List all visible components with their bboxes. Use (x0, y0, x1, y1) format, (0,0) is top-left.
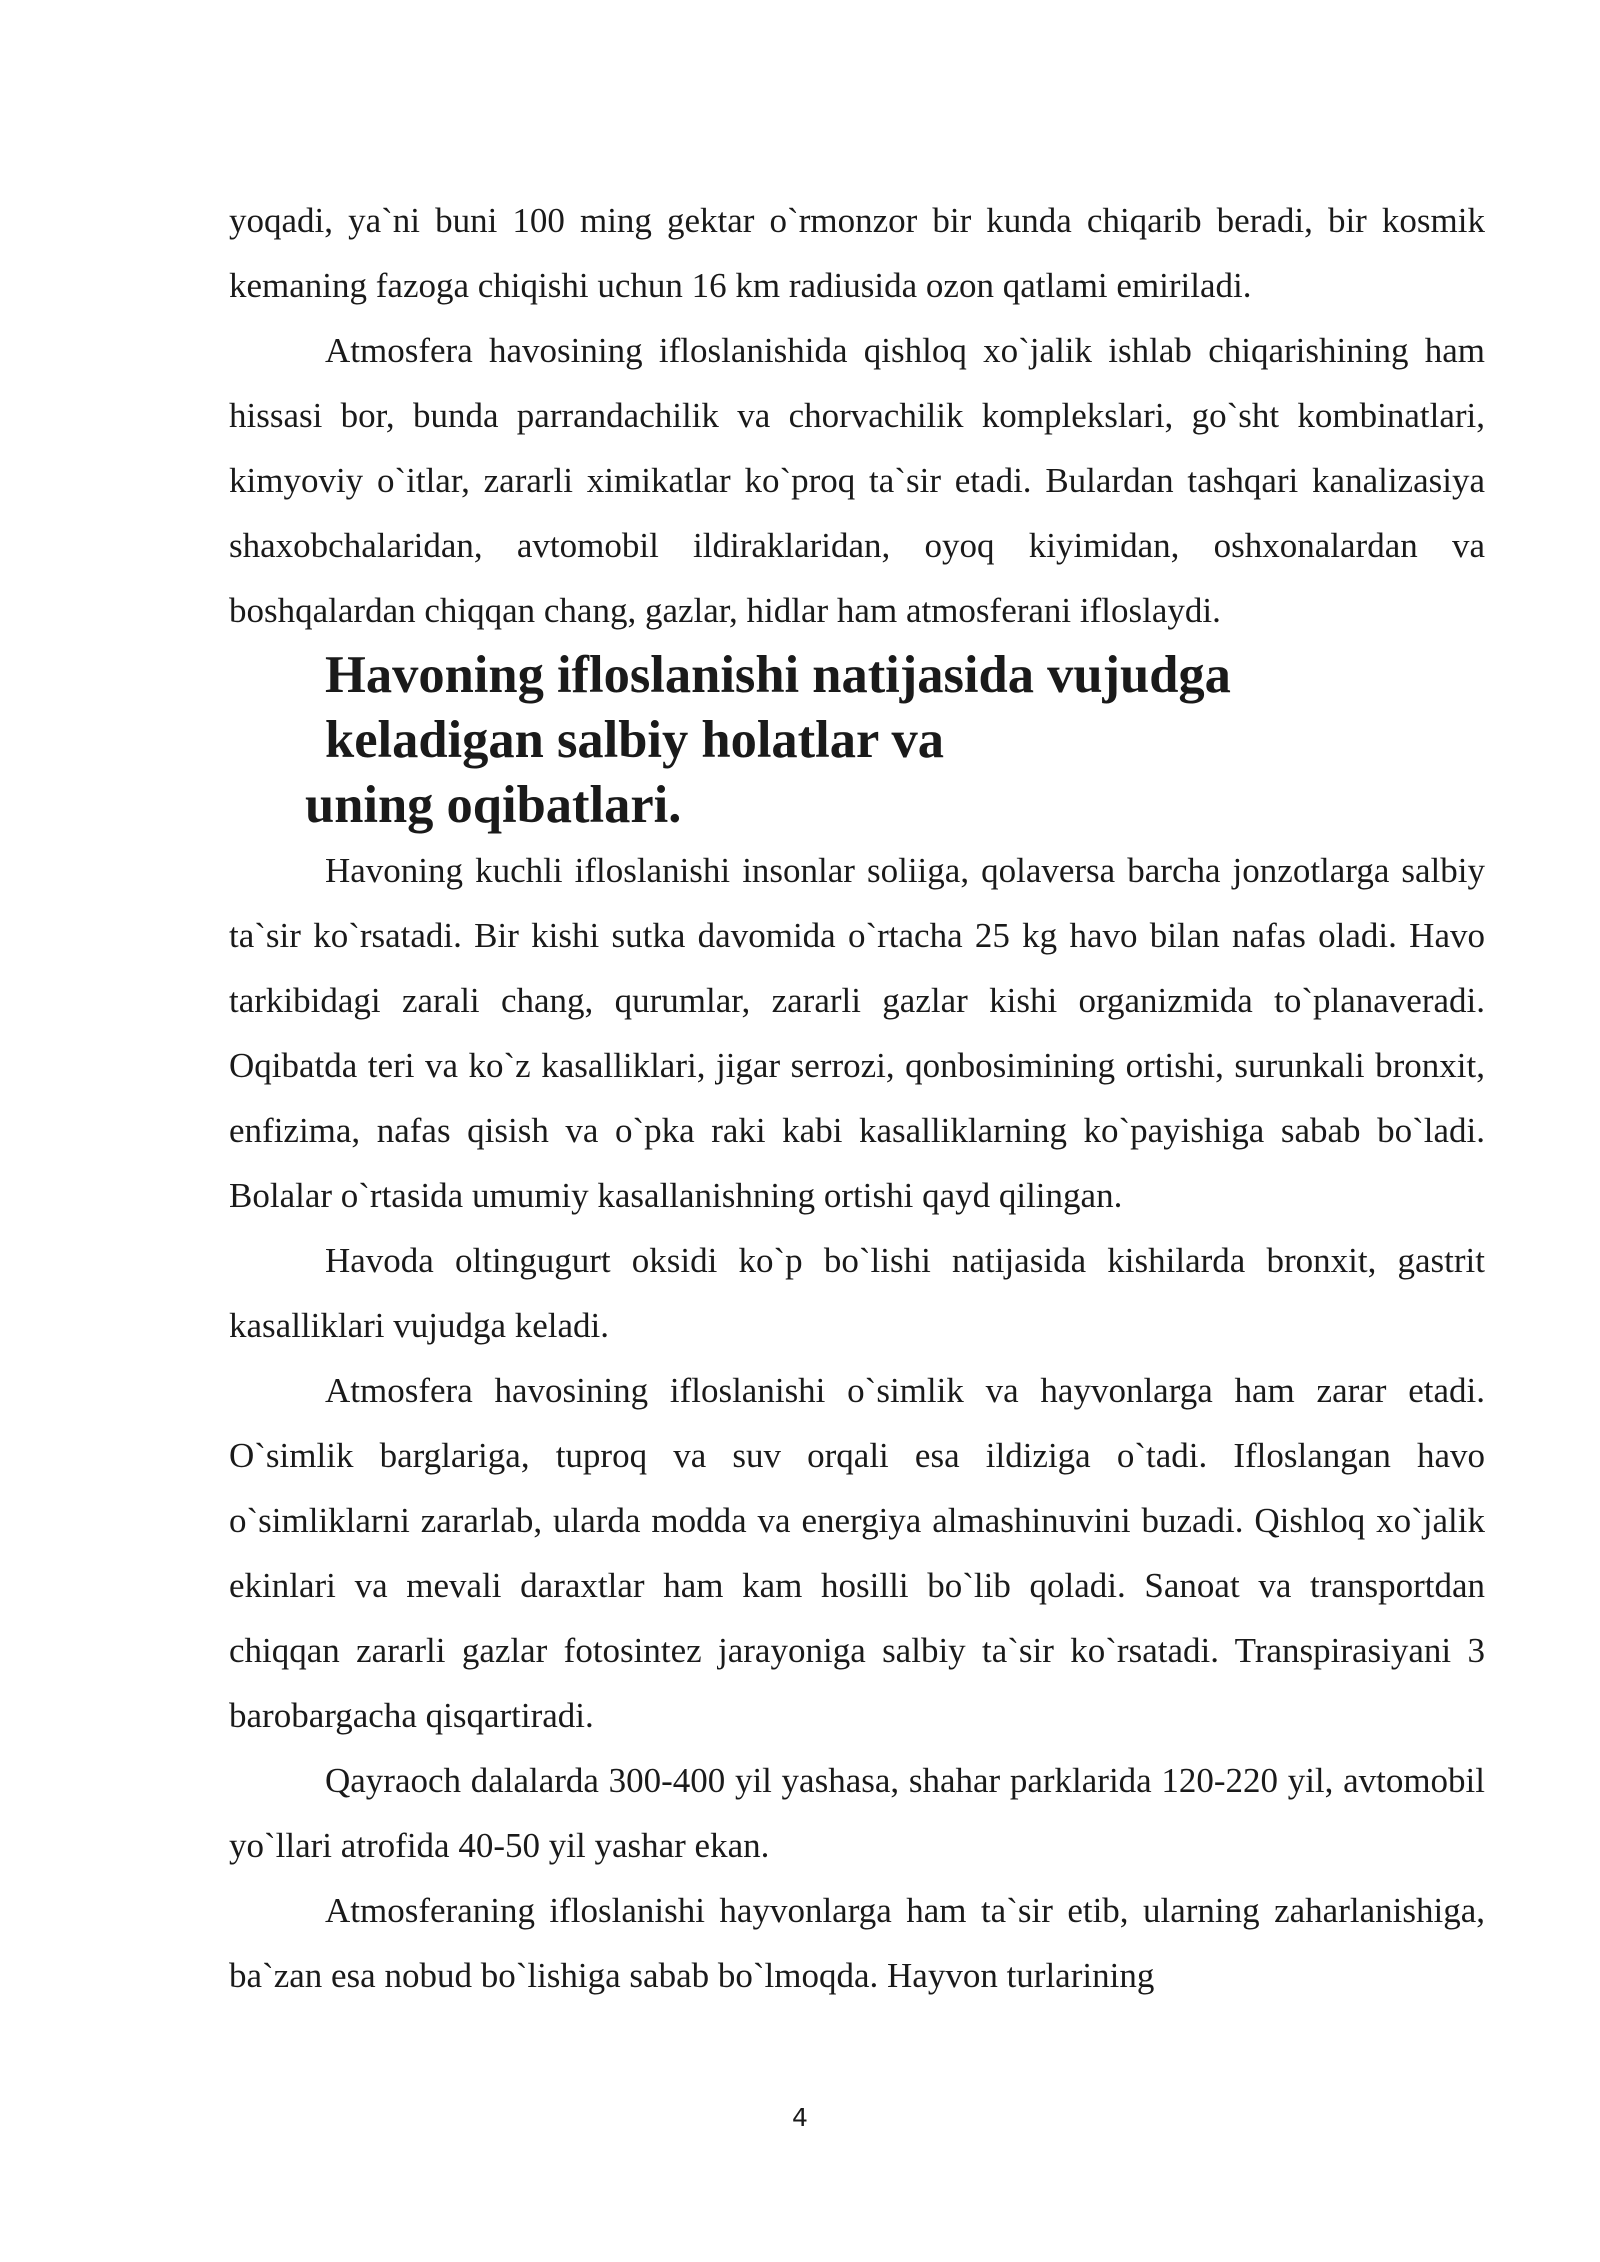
section-heading (229, 643, 1485, 838)
paragraph-sulfur-oxide: Havoda oltingugurt oksidi ko`p bo`lishi natijasida kishilarda bronxit, gastrit kasalliklari vujudga keladi. (229, 1241, 1485, 1345)
paragraph-plants-animals: Atmosfera havosining ifloslanishi o`simlik va hayvonlarga ham zarar etadi. O`simlik barglariga, tuproq va suv orqali esa ildiziga o`tadi. Ifloslangan havo o`simliklarni zararlab, ularda modda va energiya almashinuvini buzadi. Qishloq xo`jalik ekinlari va mevali daraxtlar ham kam hosilli bo`lib qoladi. Sanoat va transportdan chiqqan zararli gazlar fotosintez jarayoniga salbiy ta`sir ko`rsatadi. Transpirasiyani 3 barobargacha qisqartiradi. (229, 1371, 1485, 1735)
paragraph-health-effects: Havoning kuchli ifloslanishi insonlar soliiga, qolaversa barcha jonzotlarga salbiy ta`sir ko`rsatadi. Bir kishi sutka davomida o`rtacha 25 kg havo bilan nafas oladi. Havo tarkibidagi zarali chang, qurumlar, zararli gazlar kishi organizmida to`planaveradi. Oqibatda teri va ko`z kasalliklari, jigar serrozi, qonbosimining ortishi, surunkali bronxit, enfizima, nafas qisish va o`pka raki kabi kasalliklarning ko`payishiga sabab bo`ladi. Bolalar o`rtasida umumiy kasallanishning ortishi qayd qilingan. (229, 851, 1485, 1215)
section-heading-line2: uning oqibatlari. (305, 776, 682, 834)
document-body (229, 188, 1485, 2008)
paragraph-continuation: yoqadi, ya`ni buni 100 ming gektar o`rmonzor bir kunda chiqarib beradi, bir kosmik kemaning fazoga chiqishi uchun 16 km radiusida ozon qatlami emiriladi. (229, 201, 1485, 305)
page-number: 4 (792, 2103, 808, 2132)
paragraph-elm-lifespan: Qayraoch dalalarda 300-400 yil yashasa, shahar parklarida 120-220 yil, avtomobil yo`llari atrofida 40-50 yil yashar ekan. (229, 1761, 1485, 1865)
section-heading-line1: Havoning ifloslanishi natijasida vujudga keladigan salbiy holatlar va (325, 646, 1231, 769)
paragraph-agriculture-pollution: Atmosfera havosining ifloslanishida qishloq xo`jalik ishlab chiqarishining ham hissasi bor, bunda parrandachilik va chorvachilik komplekslari, go`sht kombinatlari, kimyoviy o`itlar, zararli ximikatlar ko`proq ta`sir etadi. Bulardan tashqari kanalizasiya shaxobchalaridan, avtomobil ildiraklaridan, oyoq kiyimidan, oshxonalardan va boshqalardan chiqqan chang, gazlar, hidlar ham atmosferani ifloslaydi. (229, 331, 1485, 630)
paragraph-animals: Atmosferaning ifloslanishi hayvonlarga ham ta`sir etib, ularning zaharlanishiga, ba`zan esa nobud bo`lishiga sabab bo`lmoqda. Hayvon turlarining (229, 1891, 1485, 1995)
